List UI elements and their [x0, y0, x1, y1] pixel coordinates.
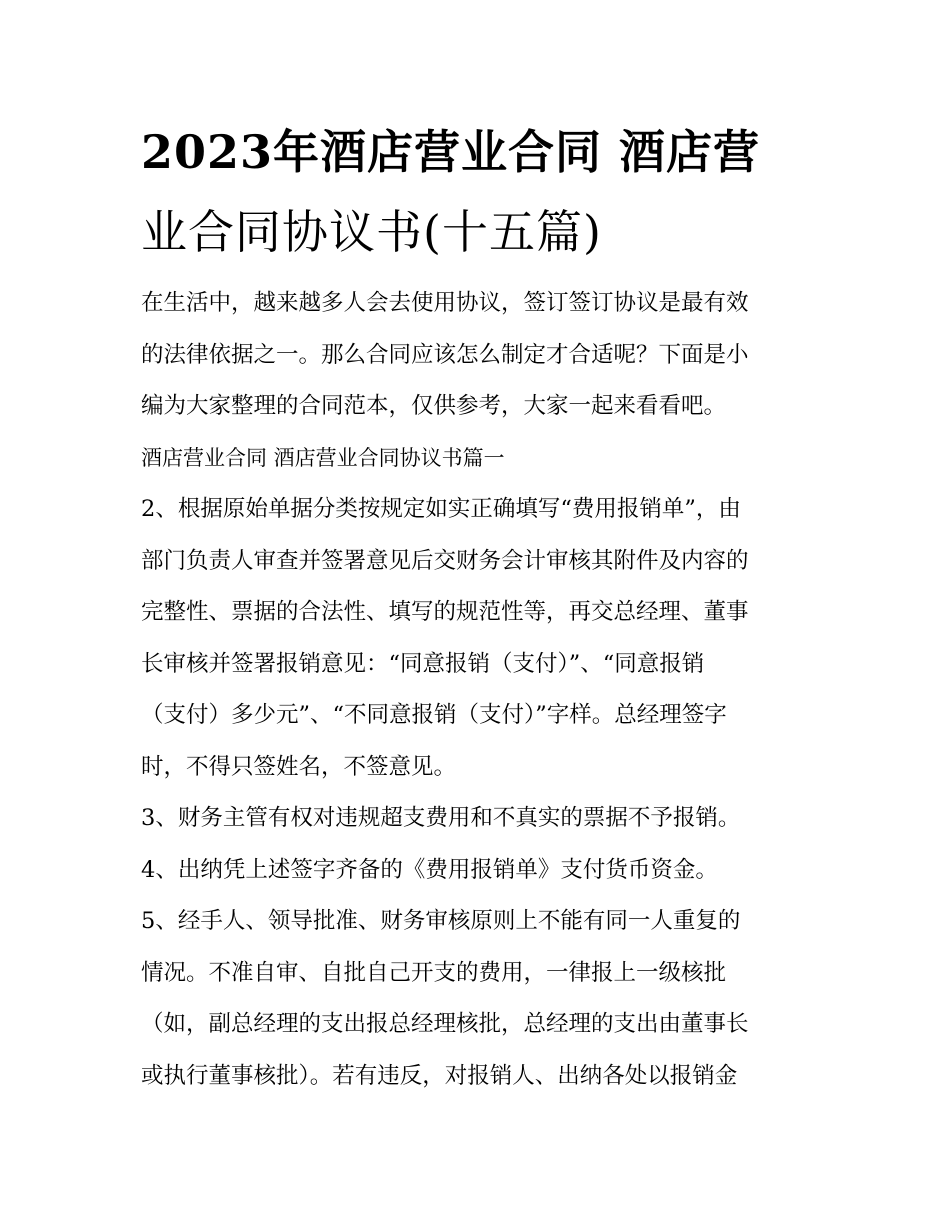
- body-line: 3、财务主管有权对违规超支费用和不真实的票据不予报销。: [141, 805, 741, 831]
- body-line: 2、根据原始单据分类按规定如实正确填写“费用报销单”，由: [141, 496, 741, 522]
- body-line: （如，副总经理的支出报总经理核批，总经理的支出由董事长: [141, 1011, 749, 1037]
- body-line: 时，不得只签姓名，不签意见。: [141, 753, 457, 780]
- title-line: 业合同协议书(十五篇): [141, 205, 602, 259]
- body-line: 的法律依据之一。那么合同应该怎么制定才合适呢？下面是小: [141, 341, 749, 368]
- document-title: [141, 112, 821, 272]
- body-line: 情况。不准自审、自批自己开支的费用，一律报上一级核批: [141, 959, 727, 986]
- body-line: 5、经手人、领导批准、财务审核原则上不能有同一人重复的: [141, 908, 741, 934]
- body-line: 长审核并签署报销意见：“同意报销（支付）”、“同意报销: [141, 650, 705, 677]
- body-line: 4、出纳凭上述签字齐备的《费用报销单》支付货币资金。: [141, 856, 718, 883]
- body-line: 部门负责人审查并签署意见后交财务会计审核其附件及内容的: [141, 547, 749, 574]
- body-line: 在生活中，越来越多人会去使用协议，签订签订协议是最有效: [141, 290, 749, 316]
- body-line: 编为大家整理的合同范本，仅供参考，大家一起来看看吧。: [141, 393, 727, 419]
- title-line: 2023年酒店营业合同 酒店营: [141, 125, 761, 179]
- body-line: 完整性、票据的合法性、填写的规范性等，再交总经理、董事: [141, 599, 749, 625]
- section-heading: 酒店营业合同 酒店营业合同协议书篇一: [141, 445, 505, 470]
- body-line: （支付）多少元”、“不同意报销（支付）”字样。总经理签字: [141, 702, 727, 728]
- body-line: 或执行董事核批）。若有违反，对报销人、出纳各处以报销金: [141, 1062, 738, 1089]
- document-body: [141, 278, 821, 1102]
